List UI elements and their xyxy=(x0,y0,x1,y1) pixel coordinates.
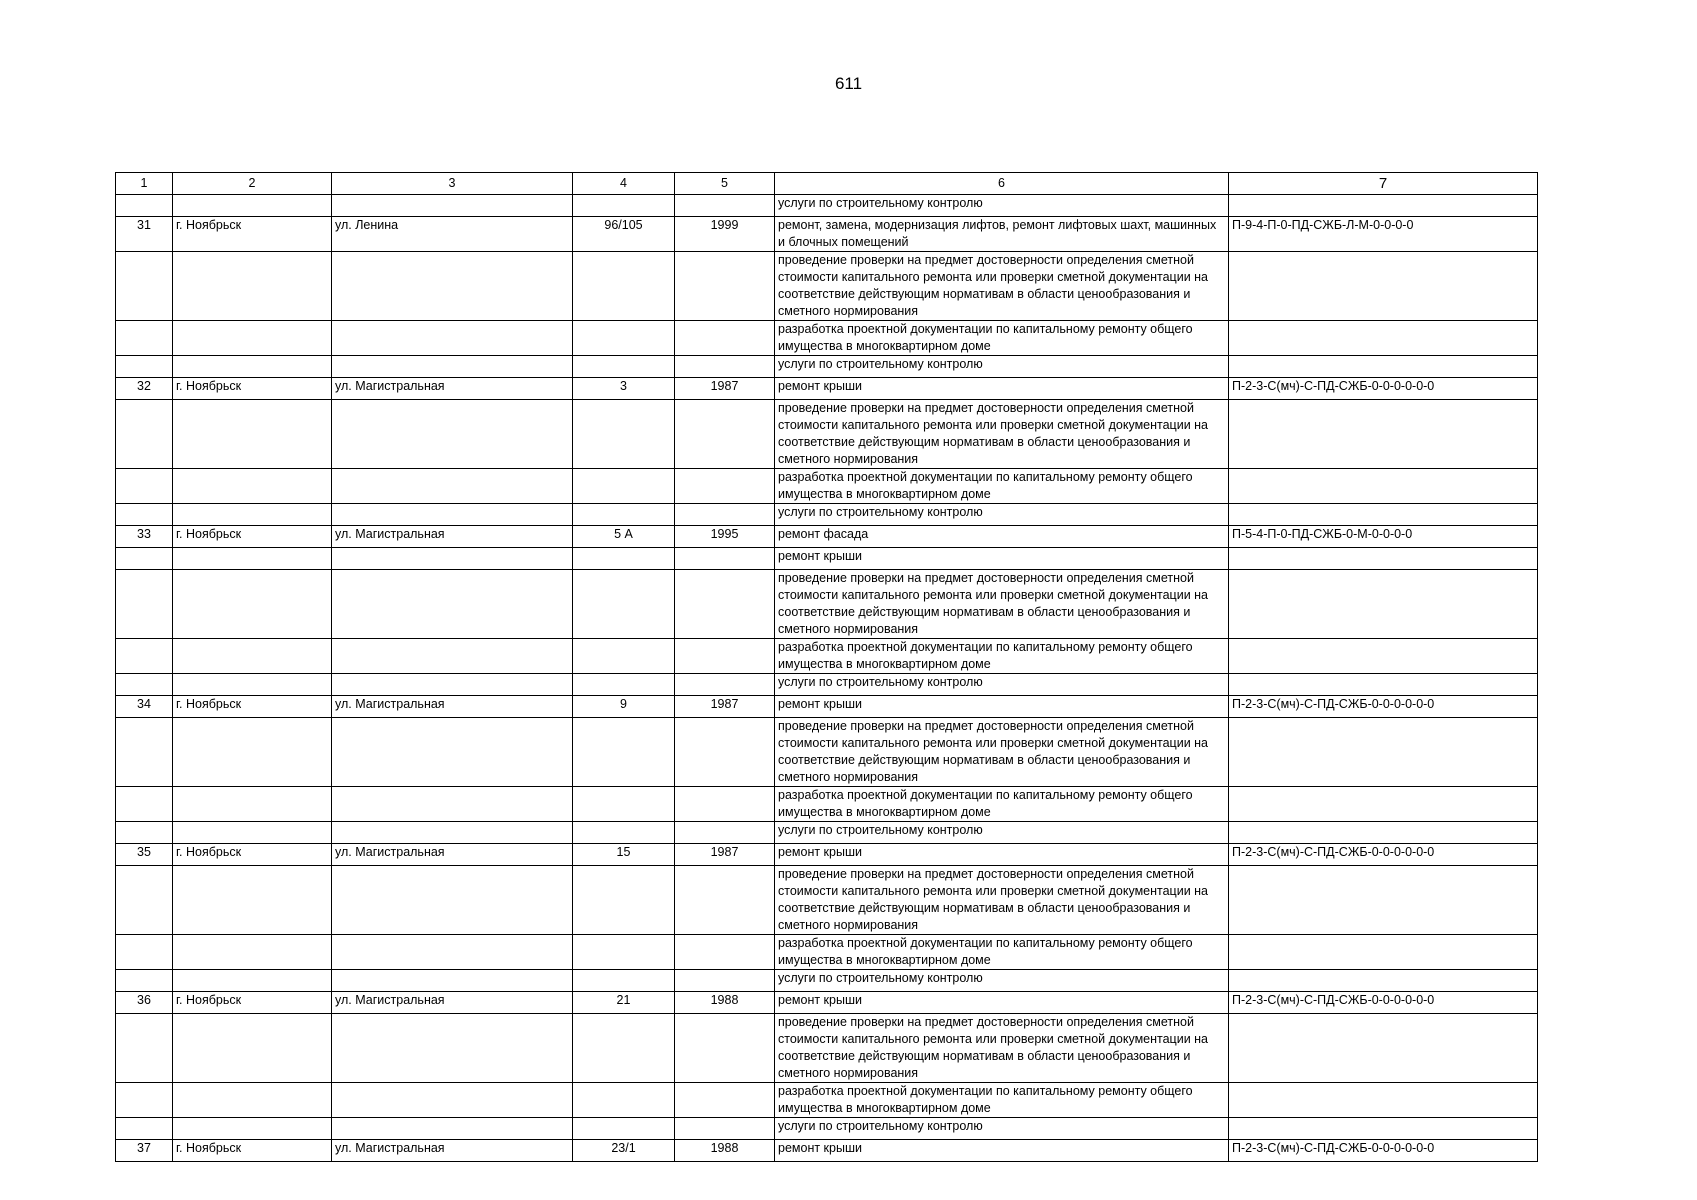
table-row xyxy=(116,674,1538,696)
cell-house xyxy=(573,1083,675,1118)
cell-year xyxy=(675,1083,775,1118)
cell-house xyxy=(573,469,675,504)
cell-house xyxy=(573,400,675,469)
cell-number xyxy=(116,935,173,970)
cell-year xyxy=(675,252,775,321)
cell-house xyxy=(573,504,675,526)
cell-city xyxy=(173,718,332,787)
cell-work-type: ремонт крыши xyxy=(775,992,1229,1014)
cell-number xyxy=(116,718,173,787)
cell-number xyxy=(116,787,173,822)
cell-work-type: проведение проверки на предмет достоверности определения сметной стоимости капитального ремонта или проверки сметной документации на соответствие действующим нормативам в области ценообразования и сметного нормирования xyxy=(775,866,1229,935)
cell-year xyxy=(675,866,775,935)
cell-city xyxy=(173,252,332,321)
cell-year xyxy=(675,970,775,992)
cell-year: 1987 xyxy=(675,696,775,718)
table-row xyxy=(116,970,1538,992)
cell-house xyxy=(573,866,675,935)
cell-street xyxy=(332,787,573,822)
cell-year: 1987 xyxy=(675,378,775,400)
table-row xyxy=(116,935,1538,970)
table-row xyxy=(116,1140,1538,1162)
cell-year xyxy=(675,570,775,639)
cell-house: 15 xyxy=(573,844,675,866)
cell-city xyxy=(173,935,332,970)
cell-code xyxy=(1229,822,1538,844)
cell-street: ул. Магистральная xyxy=(332,696,573,718)
cell-year xyxy=(675,469,775,504)
cell-number: 37 xyxy=(116,1140,173,1162)
cell-year xyxy=(675,674,775,696)
cell-street: ул. Магистральная xyxy=(332,992,573,1014)
cell-code xyxy=(1229,356,1538,378)
cell-work-type: разработка проектной документации по капитальному ремонту общего имущества в многоквартирном доме xyxy=(775,1083,1229,1118)
cell-street xyxy=(332,356,573,378)
cell-house: 3 xyxy=(573,378,675,400)
cell-street xyxy=(332,195,573,217)
cell-city xyxy=(173,1083,332,1118)
cell-city xyxy=(173,639,332,674)
cell-number: 35 xyxy=(116,844,173,866)
header-row xyxy=(116,173,1538,195)
table-row xyxy=(116,787,1538,822)
table-row xyxy=(116,1118,1538,1140)
column-header-4: 4 xyxy=(573,173,675,195)
cell-code xyxy=(1229,639,1538,674)
cell-street xyxy=(332,504,573,526)
cell-number xyxy=(116,356,173,378)
cell-city: г. Ноябрьск xyxy=(173,1140,332,1162)
cell-work-type: услуги по строительному контролю xyxy=(775,504,1229,526)
column-header-3: 3 xyxy=(332,173,573,195)
cell-city xyxy=(173,195,332,217)
table-row xyxy=(116,400,1538,469)
cell-number: 31 xyxy=(116,217,173,252)
cell-code xyxy=(1229,321,1538,356)
cell-city: г. Ноябрьск xyxy=(173,696,332,718)
cell-number xyxy=(116,469,173,504)
cell-year xyxy=(675,718,775,787)
cell-code: П-2-3-С(мч)-С-ПД-СЖБ-0-0-0-0-0-0 xyxy=(1229,696,1538,718)
cell-code xyxy=(1229,1083,1538,1118)
cell-code xyxy=(1229,970,1538,992)
column-header-5: 5 xyxy=(675,173,775,195)
cell-street: ул. Магистральная xyxy=(332,378,573,400)
cell-code: П-2-3-С(мч)-С-ПД-СЖБ-0-0-0-0-0-0 xyxy=(1229,992,1538,1014)
cell-house xyxy=(573,1014,675,1083)
cell-work-type: проведение проверки на предмет достоверности определения сметной стоимости капитального ремонта или проверки сметной документации на соответствие действующим нормативам в области ценообразования и сметного нормирования xyxy=(775,718,1229,787)
cell-number xyxy=(116,195,173,217)
cell-code xyxy=(1229,866,1538,935)
cell-work-type: услуги по строительному контролю xyxy=(775,356,1229,378)
cell-code: П-5-4-П-0-ПД-СЖБ-0-М-0-0-0-0 xyxy=(1229,526,1538,548)
cell-code xyxy=(1229,718,1538,787)
cell-number xyxy=(116,570,173,639)
cell-house xyxy=(573,548,675,570)
cell-house xyxy=(573,822,675,844)
cell-street xyxy=(332,822,573,844)
cell-year xyxy=(675,935,775,970)
cell-house xyxy=(573,935,675,970)
cell-code xyxy=(1229,469,1538,504)
cell-number xyxy=(116,970,173,992)
cell-year xyxy=(675,504,775,526)
cell-number xyxy=(116,674,173,696)
cell-code: П-2-3-С(мч)-С-ПД-СЖБ-0-0-0-0-0-0 xyxy=(1229,378,1538,400)
capital-repair-table xyxy=(115,172,1538,1162)
cell-city xyxy=(173,570,332,639)
cell-street xyxy=(332,469,573,504)
cell-street xyxy=(332,1118,573,1140)
cell-house: 5 А xyxy=(573,526,675,548)
cell-street xyxy=(332,866,573,935)
cell-year xyxy=(675,822,775,844)
table-row xyxy=(116,252,1538,321)
cell-work-type: проведение проверки на предмет достоверности определения сметной стоимости капитального ремонта или проверки сметной документации на соответствие действующим нормативам в области ценообразования и сметного нормирования xyxy=(775,1014,1229,1083)
cell-city: г. Ноябрьск xyxy=(173,526,332,548)
cell-year xyxy=(675,548,775,570)
table-row xyxy=(116,526,1538,548)
cell-city xyxy=(173,1118,332,1140)
cell-year xyxy=(675,356,775,378)
table-row xyxy=(116,548,1538,570)
cell-year xyxy=(675,787,775,822)
cell-work-type: ремонт крыши xyxy=(775,696,1229,718)
cell-work-type: разработка проектной документации по капитальному ремонту общего имущества в многоквартирном доме xyxy=(775,321,1229,356)
cell-number xyxy=(116,1118,173,1140)
cell-house xyxy=(573,1118,675,1140)
cell-street xyxy=(332,970,573,992)
cell-code: П-9-4-П-0-ПД-СЖБ-Л-М-0-0-0-0 xyxy=(1229,217,1538,252)
cell-code xyxy=(1229,252,1538,321)
cell-number xyxy=(116,548,173,570)
cell-work-type: услуги по строительному контролю xyxy=(775,822,1229,844)
cell-number xyxy=(116,321,173,356)
cell-city xyxy=(173,469,332,504)
cell-city xyxy=(173,866,332,935)
cell-work-type: услуги по строительному контролю xyxy=(775,1118,1229,1140)
cell-code xyxy=(1229,400,1538,469)
cell-city xyxy=(173,822,332,844)
cell-number xyxy=(116,639,173,674)
cell-number xyxy=(116,504,173,526)
cell-year: 1988 xyxy=(675,1140,775,1162)
cell-work-type: проведение проверки на предмет достоверности определения сметной стоимости капитального ремонта или проверки сметной документации на соответствие действующим нормативам в области ценообразования и сметного нормирования xyxy=(775,252,1229,321)
table-row xyxy=(116,718,1538,787)
cell-number xyxy=(116,866,173,935)
cell-number xyxy=(116,252,173,321)
cell-house: 96/105 xyxy=(573,217,675,252)
cell-street xyxy=(332,639,573,674)
cell-year xyxy=(675,1014,775,1083)
cell-number: 32 xyxy=(116,378,173,400)
cell-street xyxy=(332,935,573,970)
cell-city xyxy=(173,1014,332,1083)
cell-city xyxy=(173,321,332,356)
table-row xyxy=(116,696,1538,718)
table-row xyxy=(116,844,1538,866)
cell-number xyxy=(116,1014,173,1083)
table-row xyxy=(116,866,1538,935)
cell-code xyxy=(1229,935,1538,970)
cell-house xyxy=(573,570,675,639)
cell-code: П-2-3-С(мч)-С-ПД-СЖБ-0-0-0-0-0-0 xyxy=(1229,1140,1538,1162)
cell-number xyxy=(116,822,173,844)
cell-work-type: разработка проектной документации по капитальному ремонту общего имущества в многоквартирном доме xyxy=(775,935,1229,970)
cell-house xyxy=(573,321,675,356)
cell-house xyxy=(573,356,675,378)
cell-number: 34 xyxy=(116,696,173,718)
cell-number xyxy=(116,400,173,469)
cell-code: П-2-3-С(мч)-С-ПД-СЖБ-0-0-0-0-0-0 xyxy=(1229,844,1538,866)
table-row xyxy=(116,469,1538,504)
cell-house xyxy=(573,252,675,321)
cell-work-type: проведение проверки на предмет достоверности определения сметной стоимости капитального ремонта или проверки сметной документации на соответствие действующим нормативам в области ценообразования и сметного нормирования xyxy=(775,570,1229,639)
cell-number: 33 xyxy=(116,526,173,548)
cell-year: 1988 xyxy=(675,992,775,1014)
cell-city: г. Ноябрьск xyxy=(173,844,332,866)
table-row xyxy=(116,822,1538,844)
cell-code xyxy=(1229,570,1538,639)
page-number: 611 xyxy=(834,74,863,93)
cell-city xyxy=(173,970,332,992)
cell-street: ул. Магистральная xyxy=(332,1140,573,1162)
cell-year xyxy=(675,321,775,356)
table-row xyxy=(116,992,1538,1014)
cell-house xyxy=(573,970,675,992)
cell-work-type: услуги по строительному контролю xyxy=(775,195,1229,217)
cell-code xyxy=(1229,504,1538,526)
cell-work-type: ремонт, замена, модернизация лифтов, ремонт лифтовых шахт, машинных и блочных помещений xyxy=(775,217,1229,252)
cell-city xyxy=(173,400,332,469)
cell-street xyxy=(332,1014,573,1083)
table-row xyxy=(116,639,1538,674)
cell-year: 1995 xyxy=(675,526,775,548)
column-header-7: 7 xyxy=(1229,173,1538,195)
cell-code xyxy=(1229,674,1538,696)
cell-code xyxy=(1229,548,1538,570)
column-header-1: 1 xyxy=(116,173,173,195)
table-row xyxy=(116,217,1538,252)
table-body xyxy=(116,195,1538,1162)
cell-street xyxy=(332,674,573,696)
cell-city xyxy=(173,674,332,696)
cell-street xyxy=(332,570,573,639)
cell-city: г. Ноябрьск xyxy=(173,378,332,400)
cell-street: ул. Магистральная xyxy=(332,844,573,866)
cell-work-type: разработка проектной документации по капитальному ремонту общего имущества в многоквартирном доме xyxy=(775,469,1229,504)
cell-street xyxy=(332,321,573,356)
cell-number: 36 xyxy=(116,992,173,1014)
cell-street: ул. Магистральная xyxy=(332,526,573,548)
cell-street xyxy=(332,548,573,570)
cell-street xyxy=(332,718,573,787)
cell-street xyxy=(332,400,573,469)
table-row xyxy=(116,1083,1538,1118)
cell-house: 9 xyxy=(573,696,675,718)
cell-work-type: ремонт крыши xyxy=(775,844,1229,866)
cell-work-type: услуги по строительному контролю xyxy=(775,674,1229,696)
cell-year: 1987 xyxy=(675,844,775,866)
cell-house: 23/1 xyxy=(573,1140,675,1162)
cell-year xyxy=(675,195,775,217)
table-row xyxy=(116,570,1538,639)
cell-work-type: ремонт крыши xyxy=(775,1140,1229,1162)
cell-house xyxy=(573,718,675,787)
table-row xyxy=(116,321,1538,356)
cell-city xyxy=(173,504,332,526)
cell-work-type: услуги по строительному контролю xyxy=(775,970,1229,992)
cell-street xyxy=(332,1083,573,1118)
column-header-2: 2 xyxy=(173,173,332,195)
table-row xyxy=(116,378,1538,400)
cell-work-type: ремонт крыши xyxy=(775,378,1229,400)
table-row xyxy=(116,504,1538,526)
cell-code xyxy=(1229,1014,1538,1083)
cell-house xyxy=(573,787,675,822)
cell-year: 1999 xyxy=(675,217,775,252)
cell-house xyxy=(573,195,675,217)
table-row xyxy=(116,356,1538,378)
cell-number xyxy=(116,1083,173,1118)
cell-year xyxy=(675,400,775,469)
cell-house xyxy=(573,674,675,696)
cell-work-type: разработка проектной документации по капитальному ремонту общего имущества в многоквартирном доме xyxy=(775,639,1229,674)
cell-year xyxy=(675,1118,775,1140)
cell-work-type: проведение проверки на предмет достоверности определения сметной стоимости капитального ремонта или проверки сметной документации на соответствие действующим нормативам в области ценообразования и сметного нормирования xyxy=(775,400,1229,469)
cell-city xyxy=(173,548,332,570)
table-row xyxy=(116,1014,1538,1083)
cell-work-type: ремонт фасада xyxy=(775,526,1229,548)
cell-city: г. Ноябрьск xyxy=(173,217,332,252)
cell-city xyxy=(173,356,332,378)
cell-year xyxy=(675,639,775,674)
cell-code xyxy=(1229,787,1538,822)
cell-city xyxy=(173,787,332,822)
column-header-6: 6 xyxy=(775,173,1229,195)
cell-house xyxy=(573,639,675,674)
cell-house: 21 xyxy=(573,992,675,1014)
table-row xyxy=(116,195,1538,217)
cell-street xyxy=(332,252,573,321)
cell-work-type: разработка проектной документации по капитальному ремонту общего имущества в многоквартирном доме xyxy=(775,787,1229,822)
cell-code xyxy=(1229,195,1538,217)
cell-street: ул. Ленина xyxy=(332,217,573,252)
cell-work-type: ремонт крыши xyxy=(775,548,1229,570)
cell-city: г. Ноябрьск xyxy=(173,992,332,1014)
cell-code xyxy=(1229,1118,1538,1140)
